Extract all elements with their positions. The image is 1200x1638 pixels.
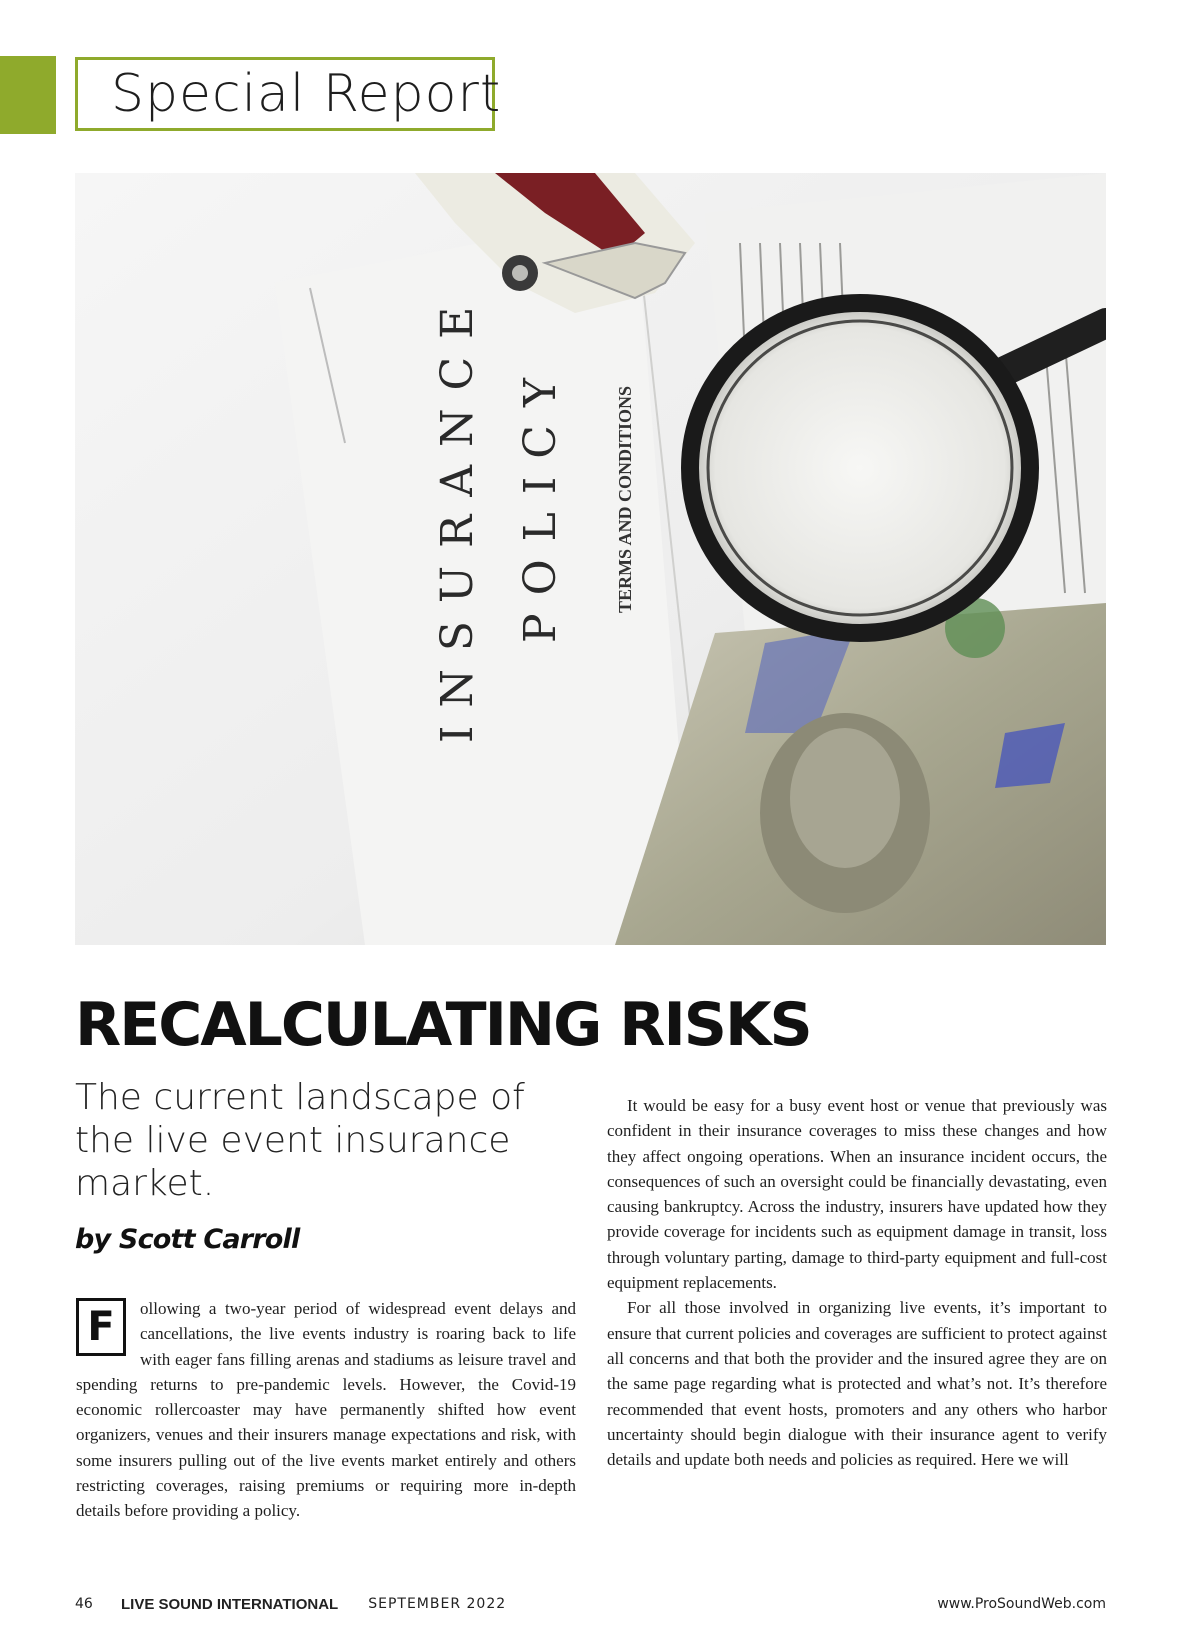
section-accent-bar (0, 56, 56, 134)
policy-title-word1: INSURANCE (432, 288, 483, 743)
article-paragraph-2: It would be easy for a busy event host or venue that previously was confident in their insurance coverages to miss these changes and how they affect ongoing operations. When an insurance incident occurs, the consequences of such an oversight could be financially devastating, even causing bankruptcy. Across the industry, insurers have updated how they provide coverage for incidents such as equipment damage in transit, loss through voluntary parting, damage to third-party equipment and full-cost equipment replacements. (607, 1096, 1107, 1293)
article-paragraph-3: For all those involved in organizing live events, it’s important to ensure that current policies and coverages are sufficient to protect against all concerns and that both the provider and the insured agree they are on the same page regarding what is protected and what’s not. It’s therefore recommended that event hosts, promoters and any others who harbor uncertainty should begin dialogue with their insurance agent to verify details and update both needs and policies as required. Here we will (607, 1298, 1107, 1470)
section-label: Special Report (111, 64, 502, 124)
article-column-left (76, 1296, 576, 1524)
website-link[interactable]: www.ProSoundWeb.com (937, 1596, 1106, 1612)
publication-name: LIVE SOUND INTERNATIONAL (121, 1595, 339, 1613)
article-photo (75, 173, 1106, 945)
article-byline: by Scott Carroll (75, 1224, 300, 1255)
article-headline: RECALCULATING RISKS (75, 990, 811, 1060)
policy-title-word2: POLICY (515, 360, 566, 643)
section-header (75, 57, 502, 131)
page-footer (75, 1594, 1106, 1614)
page-number: 46 (75, 1596, 93, 1612)
dropcap: F (76, 1298, 126, 1356)
article-paragraph-1: ollowing a two-year period of widespread event delays and cancellations, the live events industry is roaring back to life with eager fans filling arenas and stadiums as leisure travel and spending returns to pre-pandemic levels. However, the Covid-19 economic rollercoaster may have permanently shifted how event organizers, venues and their insurers manage expectations and risk, with some insurers pulling out of the live events market entirely and others restricting coverages, raising premiums or requiring more in-depth details before providing a policy. (76, 1299, 576, 1521)
policy-subtitle: TERMS AND CONDITIONS (615, 385, 635, 613)
article-deck: The current landscape of the live event insurance market. (75, 1077, 525, 1204)
issue-date: SEPTEMBER 2022 (368, 1596, 507, 1612)
article-column-right (607, 1093, 1107, 1472)
